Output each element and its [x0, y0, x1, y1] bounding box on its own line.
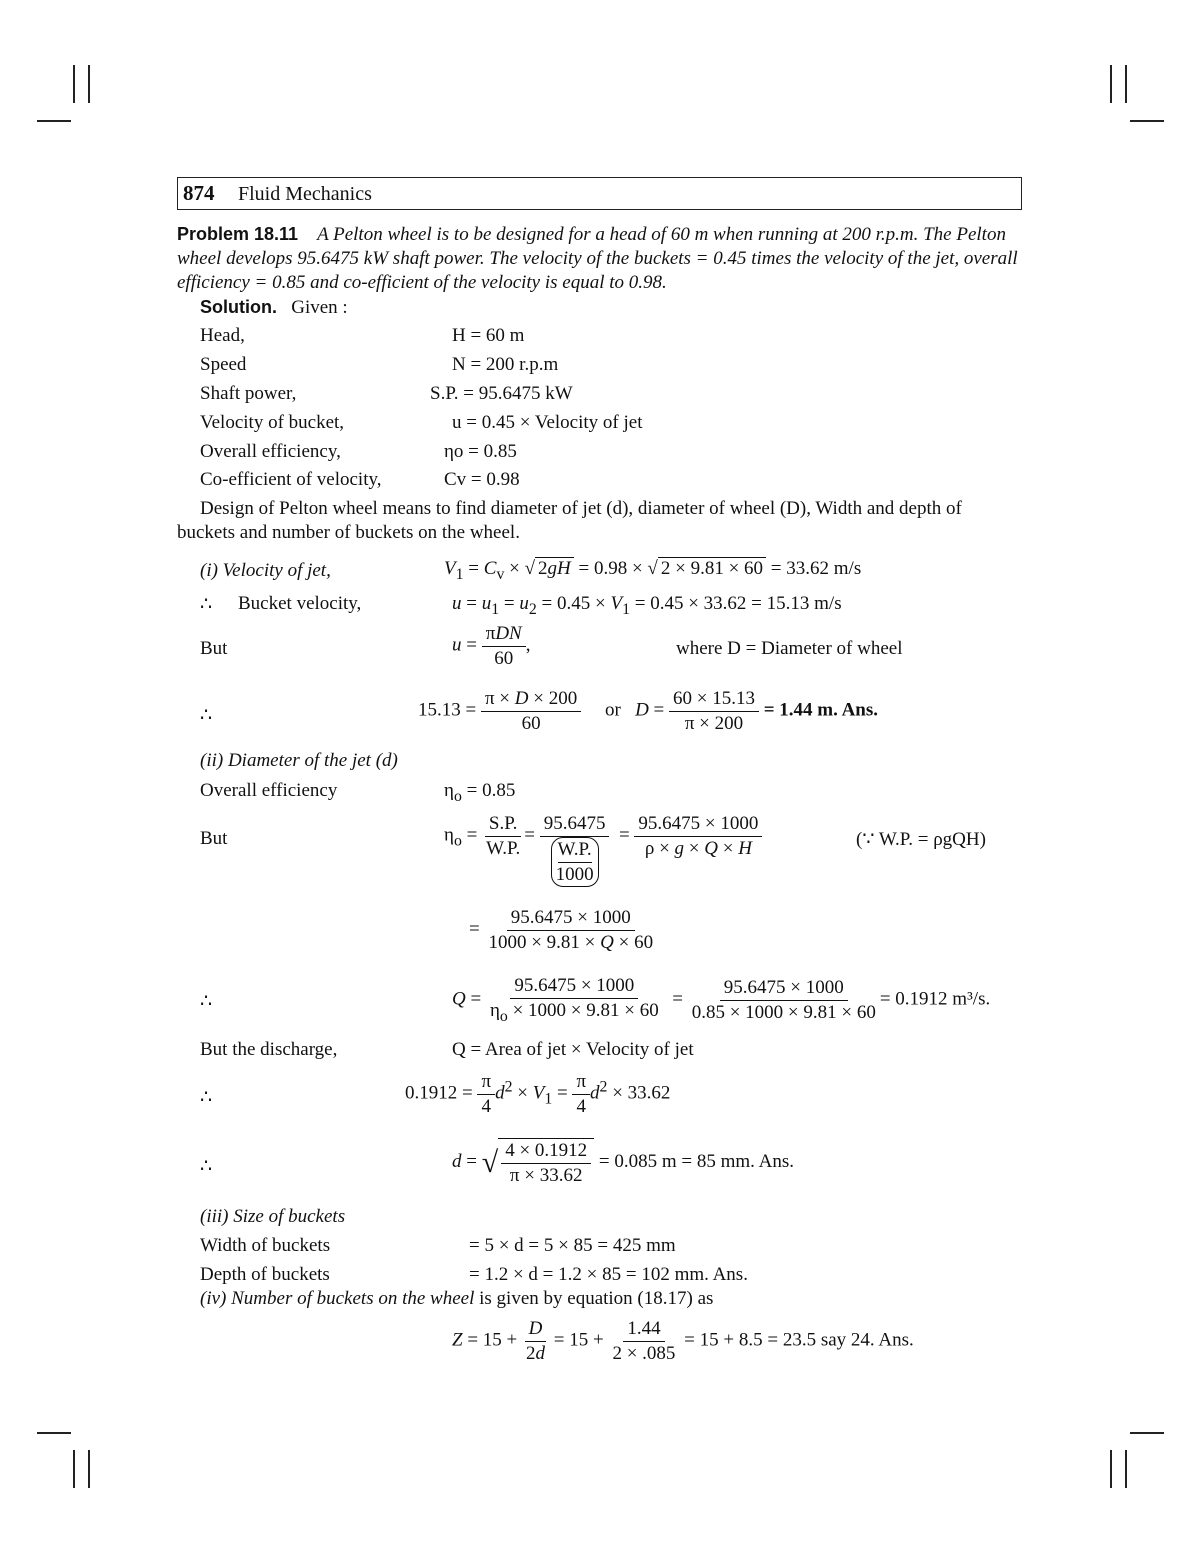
equation-jet-diameter: d = √ $\frac{4 \times 0.1912}{\pi \times 33.62}$ = 0.085 m = 85 mm. Ans. — [452, 1140, 794, 1186]
running-header — [177, 177, 1022, 210]
problem-block — [177, 222, 1022, 295]
given-value: ηo = 0.85 — [444, 441, 517, 462]
discharge-equation: Q = Area of jet × Velocity of jet — [452, 1039, 694, 1060]
therefore-symbol: ∴ — [200, 991, 213, 1012]
given-name: Velocity of bucket, — [200, 412, 345, 433]
bucket-velocity-label: Bucket velocity, — [238, 593, 362, 614]
crop-mark — [73, 65, 75, 103]
discharge-result: = 0.1912 m³/s. — [879, 988, 991, 1010]
width-equation: = 5 × d = 5 × 85 = 425 mm — [469, 1235, 676, 1256]
crop-mark — [1130, 1432, 1164, 1434]
step-heading: (i) Velocity of jet, — [200, 560, 331, 581]
given-value: N = 200 r.p.m — [452, 354, 559, 375]
solution-heading — [200, 297, 348, 319]
therefore-symbol: ∴ — [200, 594, 213, 615]
page-number: 874 — [183, 181, 215, 205]
bucket-count-result: = 15 + 8.5 = 23.5 say 24. Ans. — [684, 1329, 914, 1351]
discharge-label: But the discharge, — [200, 1039, 338, 1060]
problem-label: Problem 18.11 — [177, 224, 299, 244]
equation-eta-expansion: $\eta_o$ = $\frac{S.P.}{W.P.}$ = $\frac{95.6475}{\frac{W.P.}{1000}}$ = $\frac{95.6475 \times 1000}{\rho \times g \times Q \times H}$ — [444, 812, 762, 887]
therefore-symbol: ∴ — [200, 1087, 213, 1108]
overall-eff-label: Overall efficiency — [200, 780, 338, 801]
given-name: Speed — [200, 354, 247, 375]
given-value: S.P. = 95.6475 kW — [430, 383, 573, 404]
where-text: where D = Diameter of wheel — [676, 638, 903, 659]
depth-label: Depth of buckets — [200, 1264, 330, 1285]
equation-area: 0.1912 = $\frac{\pi}{4}$ $d^2 \times V_1$ = $\frac{\pi}{4}$ $d^2 \times 33.62$ — [405, 1071, 671, 1117]
crop-mark — [73, 1450, 75, 1488]
step-heading: (iv) Number of buckets on the wheel — [200, 1288, 475, 1309]
equation-eta: $\eta_o = 0.85$ — [444, 780, 516, 805]
problem-statement: A Pelton wheel is to be designed for a head of 60 m when running at 200 r.p.m. The Pelton wheel develops 95.6475 kW shaft power. The velocity of the buckets = 0.45 times the velocity of the jet, overall efficiency = 0.85 and co-efficient of the velocity is equal to 0.98. — [177, 224, 1018, 293]
equation-u-pidn: u = $\frac{\text{πDN}}{60}$ , — [452, 623, 531, 669]
given-name: Overall efficiency, — [200, 441, 341, 462]
diameter-answer: = 1.44 m. Ans. — [763, 699, 879, 721]
given-label: Given : — [291, 297, 348, 318]
solution-label: Solution. — [200, 297, 277, 317]
step-iv-heading — [200, 1288, 713, 1310]
crop-mark — [1125, 65, 1127, 103]
equation-bucket-velocity: $u = u_1 = u_2 = 0.45 \times V_1 = 0.45 \times 33.62 = 15.13$ m/s — [452, 593, 842, 618]
but-label: But — [200, 828, 228, 849]
book-title: Fluid Mechanics — [238, 183, 372, 205]
step-heading: (ii) Diameter of the jet (d) — [200, 750, 398, 771]
crop-mark — [37, 120, 71, 122]
crop-mark — [1110, 65, 1112, 103]
equation-eta-substituted: = $\frac{95.6475 \times 1000}{1000 \times 9.81 \times Q \times 60}$ — [469, 907, 654, 953]
given-value: Cv = 0.98 — [444, 469, 520, 490]
step-iv-tail: is given by equation (18.17) as — [479, 1288, 714, 1309]
equation-wheel-diameter: 15.13 = $\frac{\pi \times D \times 200}{60}$ or D = $\frac{60 \times 15.13}{\pi \times 200}$ = 1.44 m. Ans. — [418, 688, 879, 734]
crop-mark — [88, 1450, 90, 1488]
equation-jet-velocity: $V_1 = C_v$ × √ 2gH = 0.98 × √ 2 × 9.81 × 60 = 33.62 m/s — [444, 558, 862, 583]
crop-mark — [1130, 120, 1164, 122]
depth-equation: = 1.2 × d = 1.2 × 85 = 102 mm. Ans. — [469, 1264, 748, 1285]
given-name: Head, — [200, 325, 245, 346]
width-label: Width of buckets — [200, 1235, 331, 1256]
equation-bucket-count: Z = 15 + $\frac{D}{2d}$ = 15 + $\frac{1.44}{2 \times .085}$ = 15 + 8.5 = 23.5 say 24. Ans. — [452, 1318, 914, 1364]
crop-mark — [1110, 1450, 1112, 1488]
jet-answer: = 0.085 m = 85 mm. Ans. — [598, 1151, 794, 1173]
wp-note: (∵ W.P. = ρgQH) — [856, 829, 986, 850]
equation-discharge: Q = $\frac{95.6475 \times 1000}{\eta_o \times 1000 \times 9.81 \times 60}$ = $\frac{95.6475 \times 1000}{0.85 \times 1000 \times 9.81 \times 60}$ = 0.1912 m³/s. — [452, 975, 991, 1025]
given-value: u = 0.45 × Velocity of jet — [452, 412, 643, 433]
crop-mark — [37, 1432, 71, 1434]
but-label: But — [200, 638, 228, 659]
crop-mark — [1125, 1450, 1127, 1488]
therefore-symbol: ∴ — [200, 1156, 213, 1177]
crop-mark — [88, 65, 90, 103]
given-name: Co-efficient of velocity, — [200, 469, 382, 490]
given-name: Shaft power, — [200, 383, 297, 404]
given-value: H = 60 m — [452, 325, 525, 346]
design-text: Design of Pelton wheel means to find diameter of jet (d), diameter of wheel (D), Width and depth of buckets and number of buckets on the wheel. — [177, 498, 962, 543]
therefore-symbol: ∴ — [200, 705, 213, 726]
step-heading: (iii) Size of buckets — [200, 1206, 346, 1227]
